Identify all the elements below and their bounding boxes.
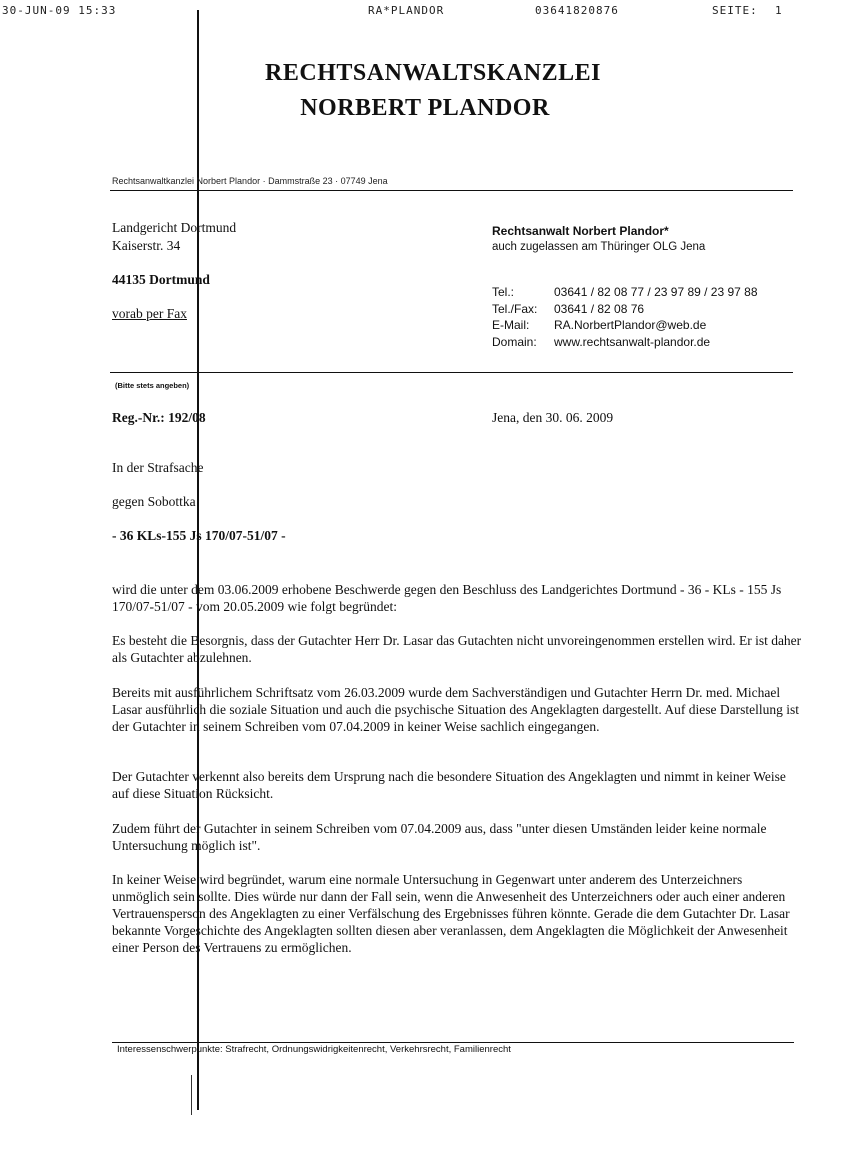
- sender-name: Rechtsanwalt Norbert Plandor*: [492, 224, 669, 238]
- address-rule: [110, 372, 793, 373]
- footer-practice-areas: Interessenschwerpunkte: Strafrecht, Ordnungswidrigkeitenrecht, Verkehrsrecht, Familienrecht: [117, 1044, 511, 1055]
- delivery-note: vorab per Fax: [112, 306, 187, 321]
- date-line: Jena, den 30. 06. 2009: [492, 410, 614, 425]
- letterhead-line2: NORBERT PLANDOR: [300, 95, 550, 121]
- paragraph-3: Bereits mit ausführlichem Schriftsatz vom 26.03.2009 wurde dem Sachverständigen und Gutachter Herrn Dr. med. Michael Lasar ausführlich die soziale Situation und auch die psychische Situation des Angeklagten dargestellt. Auf diese Darstellung ist der Gutachter in seinem Schreiben vom 07.04.2009 in keiner Weise sachlich eingegangen.: [112, 685, 799, 734]
- contact-email-value: RA.NorbertPlandor@web.de: [554, 318, 707, 332]
- fax-number: 03641820876: [535, 4, 619, 17]
- contact-domain-value: www.rechtsanwalt-plandor.de: [554, 334, 711, 349]
- sender-admission: auch zugelassen am Thüringer OLG Jena: [492, 241, 706, 253]
- case-file-number: - 36 KLs-155 Js 170/07-51/07 -: [112, 528, 286, 543]
- fax-sender-id: RA*PLANDOR: [368, 4, 445, 17]
- footer-rule: [112, 1042, 794, 1043]
- reference-note: (Bitte stets angeben): [115, 381, 190, 390]
- contact-email-label: E-Mail:: [492, 318, 530, 332]
- contact-fax: [492, 301, 758, 318]
- paragraph-4: Der Gutachter verkennt also bereits dem Ursprung nach die besondere Situation des Angeklagten und nimmt in keiner Weise auf diese Situation Rücksicht.: [112, 769, 786, 801]
- contact-phone: [492, 284, 758, 301]
- contact-fax-value: 03641 / 82 08 76: [554, 301, 645, 316]
- recipient-street: Kaiserstr. 34: [112, 238, 181, 253]
- contact-email: [492, 317, 758, 334]
- paragraph-2: Es besteht die Besorgnis, dass der Gutachter Herr Dr. Lasar das Gutachten nicht unvoreingenommen erstellen wird. Er ist daher als Gutachter abzulehnen.: [112, 633, 802, 665]
- header-rule: [110, 190, 793, 191]
- paragraph-6: In keiner Weise wird begründet, warum eine normale Untersuchung in Gegenwart unter anderem des Unterzeichners unmöglich sein sollte. Dies würde nur dann der Fall sein, wenn die Anwesenheit des Unterzeichners oder auch einer anderen Vertrauensperson des Angeklagten zu einer Verfälschung des Ergebnisses führen könnte. Gerade die dem Gutachter Dr. Lasar bekannte Vorgeschichte des Angeklagten sollten diesen aber veranlassen, dem Angeklagten die Möglichkeit der Anwesenheit einer Person des Vertrauens zu ermöglichen.: [112, 872, 790, 955]
- contact-domain: [492, 334, 758, 351]
- recipient-city: 44135 Dortmund: [112, 272, 210, 287]
- return-address: Rechtsanwaltkanzlei Norbert Plandor · Dammstraße 23 · 07749 Jena: [112, 176, 388, 186]
- contact-domain-label: Domain:: [492, 334, 537, 349]
- scan-line-artifact-short: [191, 1075, 192, 1115]
- letterhead-line1: RECHTSANWALTSKANZLEI: [265, 60, 601, 86]
- paragraph-1: wird die unter dem 03.06.2009 erhobene Beschwerde gegen den Beschluss des Landgerichtes Dortmund - 36 - KLs - 155 Js 170/07-51/07 - vom 20.05.2009 wie folgt begründet:: [112, 582, 782, 614]
- contact-phone-value: 03641 / 82 08 77 / 23 97 89 / 23 97 88: [554, 285, 758, 299]
- recipient-name: Landgericht Dortmund: [112, 220, 237, 235]
- sender-contacts: [492, 284, 758, 350]
- contact-phone-label: Tel.:: [492, 285, 515, 299]
- fax-page-number: 1: [775, 4, 783, 17]
- paragraph-5: Zudem führt der Gutachter in seinem Schreiben vom 07.04.2009 aus, dass "unter diesen Umständen leider keine normale Untersuchung möglich ist".: [112, 821, 767, 853]
- case-intro: In der Strafsache: [112, 460, 204, 475]
- contact-fax-label: Tel./Fax:: [492, 301, 538, 316]
- case-defendant: gegen Sobottka: [112, 494, 196, 509]
- registration-number: Reg.-Nr.: 192/08: [112, 410, 206, 425]
- fax-page-label: SEITE:: [712, 4, 758, 17]
- fax-datetime: 30-JUN-09 15:33: [2, 4, 117, 17]
